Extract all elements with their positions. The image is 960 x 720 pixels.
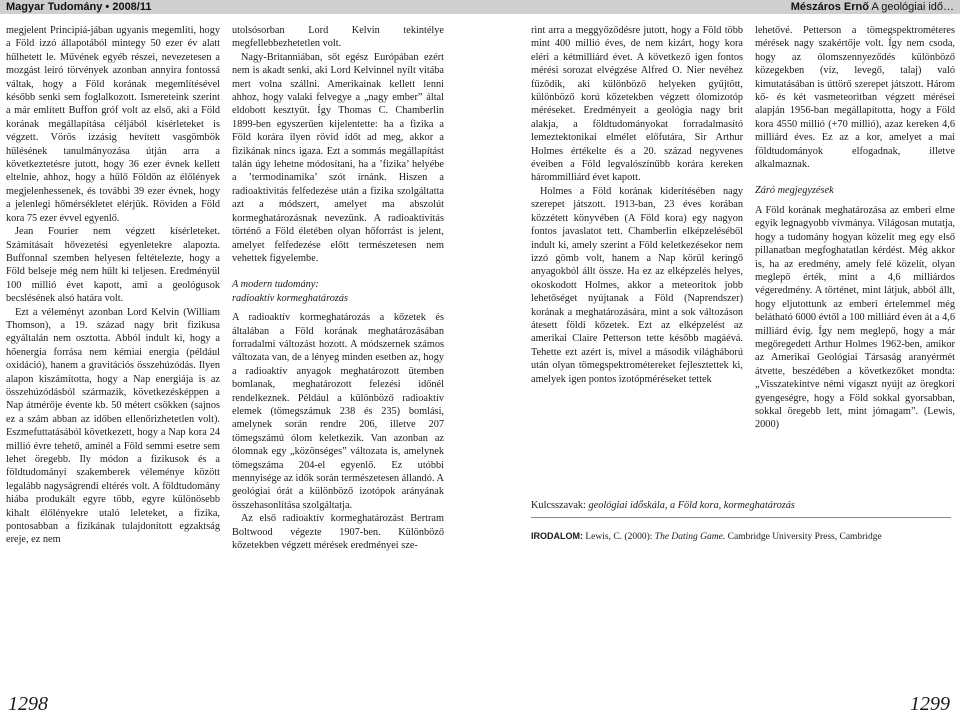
running-title [791,0,954,14]
section-heading-line2: radioaktív kormeghatározás [232,292,349,304]
closing-section-heading: Záró megjegyzések [755,185,834,197]
reference-publisher: Cambridge University Press, Cambridge [727,532,882,542]
paragraph: Az első radioaktív kormeghatározást Bertram Boltwood végezte 1907-ben. Különböző kőzetekben végzett mérések eredményei sze- [232,513,444,552]
paragraph: Nagy-Britanniában, sőt egész Európában ezért nem is akadt senki, aki Lord Kelvinnel nyílt vitába mert volna szállni. Amerikainak kellett lenni ahhoz, hogy valaki felvegye a „nagy ember” által eldobott kesztyűt. Így Thomas C. Chamberlin 1899-ben egyszerűen kijelentette: ha a fizika a Föld korára ilyen rövid időt ad meg, akkor a fizikának nincs igaza. Ezt a sommás megállapítást talán úgy lehetne módosítani, ha a ’fizika’ helyébe a ’termodinamika’ szót írnánk. Hiszen a radioaktivitás felfedezése után a fizika szolgáltatta azt a módszert, amelyet ma abszolút kormeghatározásnak nevezünk. A radioaktivitás történő a Föld életében olyan hőforrást is jelent, amelyet felfedezése előtt természetesen nem vehettek figyelembe. [232,51,444,264]
paragraph: utolsósorban Lord Kelvin tekintélye megfellebbezhetetlen volt. [232,25,444,50]
paragraph: megjelent Principiá-jában ugyanis megemlíti, hogy a Föld izzó állapotából mintegy 50 ezer év alatt hűlhetett le. Művének egyéb részei, nevezetesen a mozgást leíró törvények azonban annyira fontossá váltak, hogy a Föld korának megemlítésével később senki sem foglalkozott. Ismereteink szerint a már említett Buffon gróf volt az első, aki a Föld korának megállapítása céljából kísérleteket is végzett. Vörös izzásig hevített vasgömbök hűlésének tanulmányozása útján arra a következtetésre jutott, hogy 36 ezer évnek kellett eltelnie, ahhoz, hogy a hűlő Földön az élőlények megjelenhessenek, és további 39 ezer évnek, hogy a jelenlegi hőmérsékletet elérjük. Röviden a Föld kora 75 ezer évvel egyenlő. [6,25,220,224]
paragraph: rint arra a meggyőződésre jutott, hogy a Föld több mint 400 millió éves, de nem kizárt, hogy kora eléri a kétmilliárd évet. A következő igen fontos mérési sorozat elvégzése Alfred O. Nier nevéhez fűződik, aki különböző helyeken gyűjtött, különböző korú kőzetekben végzett ólomizotóp méréseket. Eredményeit a geológia nagy brit alakja, a földtudományokat forradalmasító lemeztektonikai elmélet előfutára, Sir Arthur Holmes értékelte és a 20. század negyvenes éveiben a Föld legvalószínűbb korára kereken hárommilliárd évet kapott. [531,25,743,184]
paragraph: A radioaktív kormeghatározás a kőzetek és általában a Föld korának meghatározásában forradalmi változást hozott. A módszernek számos változata van, de a lényeg minden esetben az, hogy a radioaktív anyagok meghatározott ütemben bomlanak, meghatározott felezési időnél rendelkeznek. Például a különböző radioaktív elemek (tömegszámuk 238 és 235) bomlási, amelynek során rendre 206, illetve 207 tömegszámú ólom keletkezik. Van azonban az ólomnak egy „közönséges” változata is, amelynek tömegszáma 204-el egyenlő. Ez utóbbi mennyisége az idők során természetesen állandó. A geológiai órát a különböző izotópok arányának összehasonlítása szolgáltatja. [232,312,444,511]
running-author: Mészáros Ernő [790,1,869,13]
page-number-right: 1299 [910,693,950,715]
text-column-4 [755,24,955,432]
text-column-1 [6,24,220,547]
text-column-2 [232,24,444,552]
paragraph: A Föld korának meghatározása az emberi elme egyik legnagyobb vívmánya. Világosan mutatja, hogy a tudomány hogyan közelít meg egy első pillanatban megfoghatatlan kérdést. Még akkor is, ha az eredmény, amely felé közelít, olyan meglepő érték, mint a 4,6 milliárdos végeredmény. A történet, mint látjuk, abból állt, hogy eljutottunk az emberi értelemmel még belátható 6000 évtől a 100 milliárd éven át a 4,6 milliárd évig. Így nem meglepő, hogy a már megöregedett Arthur Holmes 1962-ben, amikor az Amerikai Geológiai Társaság aranyérmét átvette, beszédében a következőket mondta: „Visszatekintve némi vigaszt nyújt az öregkori gyengeségre, hogy a Föld sokkal gyorsabban, sokkal öregebb lett, mint jómagam”. (Lewis, 2000) [755,204,955,431]
section-heading [232,278,444,305]
running-article-title: A geológiai idő… [871,1,954,13]
reference-author: Lewis, C. (2000): [585,532,653,542]
text-column-3 [531,24,743,386]
section-heading-line1: A modern tudomány: [232,279,319,291]
page-number-left: 1298 [8,693,48,715]
references-label: IRODALOM: [531,531,583,541]
references [531,531,951,542]
paragraph: Holmes a Föld korának kiderítésében nagy szerepet játszott. 1913-ban, 23 éves korában közzétett könyvében (A Föld kora) egy nagyon fontos javaslatot tett. Chamberlin elképzeléséből indult ki, amely szerint a Föld keletkezésekor nem izzó gömb volt, hanem a Nap körül keringő anyagokból állt össze. Ha ez az elképzelés helyes, okoskodott Holmes, akkor a meteoritok jobb lehetőséget nyújtanak a Föld (Naprendszer) korának a meghatározására, mint a sok változáson átesett földi kőzetek. Ezt az elképzelést az amerikai Claire Petterson tette később magáévá. Tehette ezt azért is, mivel a második világháború után olyan tömegspektrométereket fejlesztettek ki, amelyek igen pontos izotópméréseket tettek [531,185,743,385]
journal-name: Magyar Tudomány • 2008/11 [6,1,152,13]
paragraph: Ezt a véleményt azonban Lord Kelvin (William Thomson), a 19. század nagy brit fizikusa egyáltalán nem osztotta. Abból indult ki, hogy a hőenergia forrása nem kémiai energia (például oxidáció), hanem a gravitációs összehúzódás. Ilyen alapon kiszámította, hogy a Nap energiája is az összehúzódásból származik, következésképpen a Nap átmérője évente kb. 50 métert csökken (sajnos ez a szám abban az időben ellenőrizhetetlen volt). Eszmefuttatásából következett, hogy a Nap kora 24 millió évre tehető, aminél a Föld semmi esetre sem lehet öregebb. Ily módon a fizikusok és a földtudományi szakemberek véleménye között legalább nagyságrendi eltérés volt. A földtudomány hiába produkált egyre több, egyre különösebb kihalt élőlényekre utaló leleteket, a fizika, pontosabban a fizikának tulajdonított egzaktság ereje, ez nem [6,306,220,546]
paragraph: Jean Fourier nem végzett kísérleteket. Számításait hővezetési egyenletekre alapozta. Buffonnal szemben helyesen feltételezte, hogy a Föld belseje még nem hűlt ki teljesen. Eredményül 100 millió évet kapott, ami a geológusok becslésének alsó határa volt. [6,226,220,305]
reference-title: The Dating Game. [654,532,726,542]
paragraph: lehetővé. Petterson a tömegspektrométeres mérések nagy szakértője volt. Így nem csoda, hogy az ólomszennyeződés különböző közegekben (víz, levegő, talaj) való kimutatásában is úttörő szerepet játszott. Három kő- és két vasmeteoritban végzett mérései alapján 1956-ban megállapította, hogy a Föld kora 4550 millió (+70 millió), azaz kereken 4,6 milliárd éves. Ez az a kor, amelyet a mai földtudományok elfogadnak, illetve alkalmaznak. [755,25,955,171]
keywords-value: geológiai időskála, a Föld kora, kormeghatározás [588,500,795,511]
page-header-bar [0,0,960,14]
keywords-line [531,500,951,511]
divider [531,517,951,518]
keywords-label: Kulcsszavak: [531,500,586,511]
